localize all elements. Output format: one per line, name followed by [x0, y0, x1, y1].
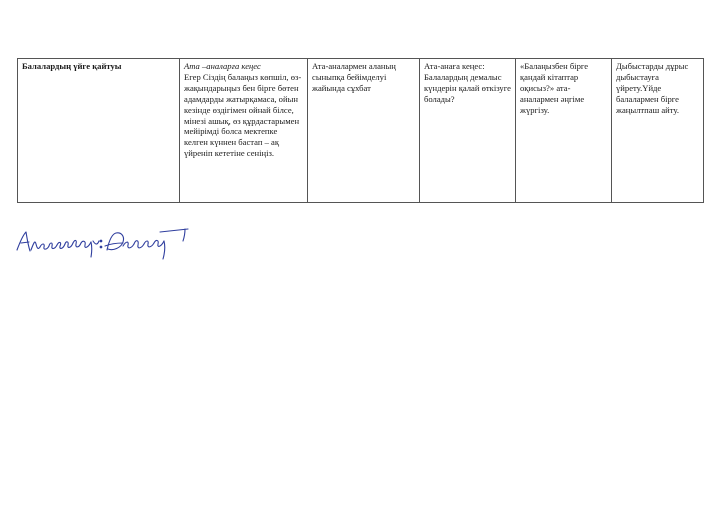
conversation-text: Ата-аналармен аланың сыныпқа бейімделуі жайында сұхбат: [312, 61, 396, 93]
handwritten-signature-icon: [13, 224, 195, 264]
weekend-advice-text: Ата-анаға кеңес: Балалардың демалыс күндерін қалай өткізуге болады?: [424, 61, 511, 104]
table-cell-books-talk: [516, 59, 612, 203]
table-cell-conversation: [308, 59, 420, 203]
table-cell-activity-title: [18, 59, 180, 203]
activity-title: Балалардың үйге қайтуы: [22, 61, 122, 71]
table-cell-parent-advice: [180, 59, 308, 203]
parent-advice-heading: Ата –аналарға кеңес: [184, 61, 261, 71]
table-row: [18, 59, 704, 203]
plan-table: [17, 58, 704, 203]
parent-advice-body: Егер Сіздің балаңыз көпшіл, өз-жақындарыңыз бен бірге бөтен адамдарды жатырқамаса, ойын кезінде өздігімен ойнай білсе, мінезі ашық, өз құрдастарымен мейірімді болса мектепке келген күннен бастап – ақ үйреніп кететіне сеніңіз.: [184, 71, 302, 159]
books-talk-text: «Балаңызбен бірге қандай кітаптар оқисыз?» ата-аналармен әңгіме жүргізу.: [520, 61, 589, 115]
sounds-text: Дыбыстарды дұрыс дыбыстауға үйрету.Үйде балалармен бірге жаңылтпаш айту.: [616, 61, 689, 115]
table-cell-sounds: [612, 59, 704, 203]
table-cell-weekend-advice: [420, 59, 516, 203]
